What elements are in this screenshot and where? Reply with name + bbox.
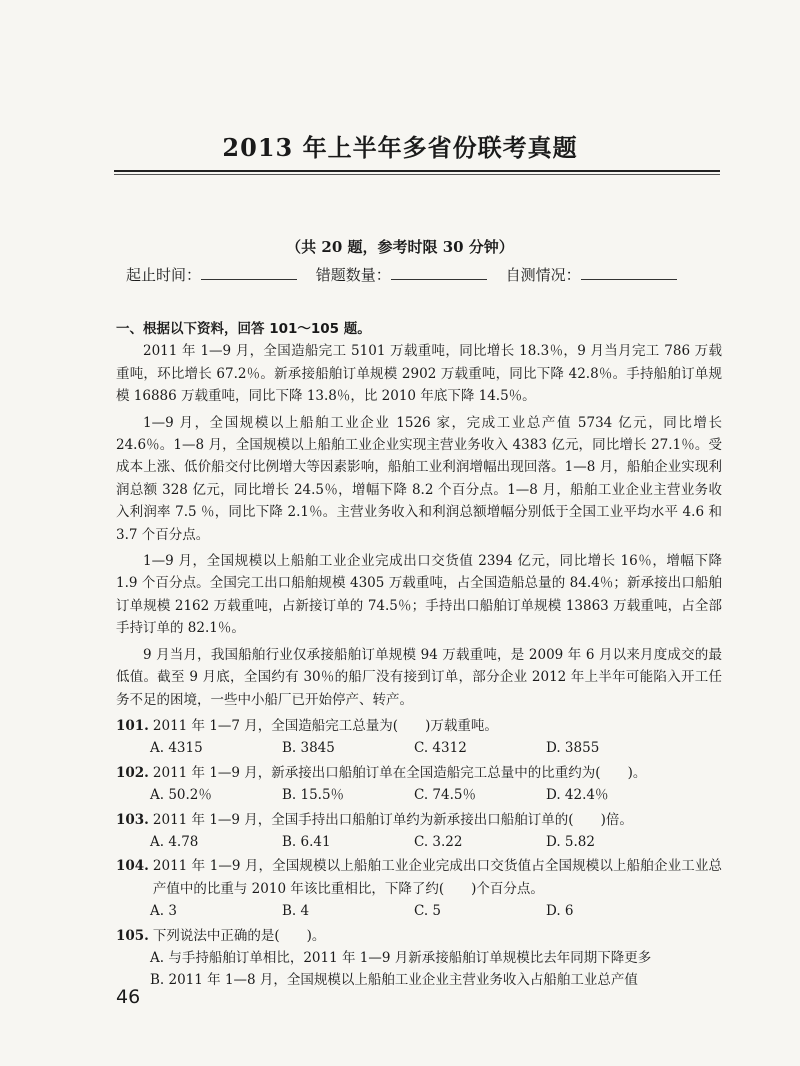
- field-label: 自测情况：: [505, 266, 581, 284]
- option-b: B. 3845: [282, 740, 335, 757]
- option-a: A. 4315: [150, 740, 203, 757]
- page-title: 2013 年上半年多省份联考真题: [222, 133, 578, 162]
- question-104: [116, 855, 722, 900]
- field-start-end-time: [126, 264, 297, 285]
- material-paragraph: 1—9 月，全国规模以上船舶工业企业完成出口交货值 2394 亿元，同比增长 16％，增幅下降 1.9 个百分点。全国完工出口船舶规模 4305 万载重吨，占全国造船总量的 84.4％；新承接出口船舶订单规模 2162 万载重吨，占新接订单的 74.5％；手持出口船舶订单规模 13863 万载重吨，占全部手持订单的 82.1％。: [116, 553, 722, 637]
- question-105: [116, 925, 722, 947]
- title-divider: [114, 170, 720, 172]
- option-b: B. 15.5％: [282, 787, 345, 804]
- question-number: 102.: [116, 764, 149, 781]
- option-b: B. 4: [282, 903, 310, 920]
- question-stem: 2011 年 1—9 月，全国手持出口船舶订单约为新承接出口船舶订单的( )倍。: [152, 811, 633, 828]
- question-number: 105.: [116, 927, 149, 944]
- option-d: D. 3855: [546, 740, 600, 757]
- option-b: B. 6.41: [282, 833, 331, 850]
- question-stem: 下列说法中正确的是( )。: [152, 927, 326, 944]
- option-a: A. 与手持船舶订单相比，2011 年 1—9 月新承接船舶订单规模比去年同期下降更多: [150, 949, 652, 966]
- option-c: C. 3.22: [414, 833, 463, 850]
- field-label: 起止时间：: [126, 266, 202, 284]
- question-number: 103.: [116, 811, 149, 828]
- material-paragraph: 9 月当月，我国船舶行业仅承接船舶订单规模 94 万载重吨，是 2009 年 6 月以来月度成交的最低值。截至 9 月底，全国约有 30％的船厂没有接到订单，部分企业 2012 年上半年可能陷入开工任务不足的困境，一些中小船厂已开始停产、转产。: [116, 646, 722, 708]
- field-wrong-count: [316, 264, 487, 285]
- material-paragraph: 2011 年 1—9 月，全国造船完工 5101 万载重吨，同比增长 18.3％，9 月当月完工 786 万载重吨，环比增长 67.2％。新承接船舶订单规模 2902 万载重吨，同比下降 42.8％。手持船舶订单规模 16886 万载重吨，同比下降 13.8％，比 2010 年底下降 14.5％。: [116, 343, 722, 405]
- field-label: 错题数量：: [315, 266, 391, 284]
- option-b: B. 2011 年 1—8 月，全国规模以上船舶工业企业主营业务收入占船舶工业总产值: [150, 972, 638, 989]
- option-a: A. 3: [150, 903, 177, 920]
- title-divider-thin: [114, 174, 720, 175]
- section-heading: 一、根据以下资料，回答 101～105 题。: [116, 321, 371, 337]
- field-self-assessment: [506, 264, 677, 285]
- option-c: C. 4312: [414, 740, 467, 757]
- option-c: C. 74.5％: [414, 787, 476, 804]
- question-101: [116, 715, 722, 737]
- question-stem: 2011 年 1—7 月，全国造船完工总量为( )万载重吨。: [152, 717, 498, 734]
- page-number: 46: [116, 986, 141, 1008]
- option-d: D. 6: [546, 903, 574, 920]
- blank-line: [201, 265, 297, 280]
- material-paragraph: 1—9 月，全国规模以上船舶工业企业 1526 家，完成工业总产值 5734 亿元，同比增长 24.6％。1—8 月，全国规模以上船舶工业企业实现主营业务收入 4383 亿元，同比增长 27.1％。受成本上涨、低价船交付比例增大等因素影响，船舶工业利润增幅出现回落。1—8 月，船舶企业实现利润总额 328 亿元，同比增长 24.5％，增幅下降 8.2 个百分点。1—8 月，船舶工业企业主营业务收入利润率 7.5 ％，同比下降 2.1％。主营业务收入和利润总额增幅分别低于全国工业平均水平 4.6 和 3.7 个百分点。: [116, 414, 722, 543]
- question-stem: 2011 年 1—9 月，新承接出口船舶订单在全国造船完工总量中的比重约为( )。: [152, 764, 647, 781]
- self-check-fields: [126, 264, 736, 285]
- question-number: 101.: [116, 717, 149, 734]
- options-101: [116, 737, 722, 759]
- question-103: [116, 809, 722, 831]
- option-a: A. 50.2％: [150, 787, 212, 804]
- question-stem: 2011 年 1—9 月，全国规模以上船舶工业企业完成出口交货值占全国规模以上船舶企业工业总产值中的比重与 2010 年该比重相比，下降了约( )个百分点。: [152, 858, 722, 897]
- exam-info: （共 20 题，参考时限 30 分钟）: [286, 238, 514, 256]
- options-102: [116, 784, 722, 806]
- option-a: A. 4.78: [150, 833, 199, 850]
- blank-line: [581, 265, 677, 280]
- question-102: [116, 762, 722, 784]
- question-number: 104.: [116, 858, 149, 875]
- options-104: [116, 900, 722, 922]
- option-d: D. 5.82: [546, 833, 595, 850]
- exam-content: [116, 318, 722, 992]
- options-103: [116, 831, 722, 853]
- blank-line: [391, 265, 487, 280]
- option-c: C. 5: [414, 903, 442, 920]
- option-d: D. 42.4％: [546, 787, 609, 804]
